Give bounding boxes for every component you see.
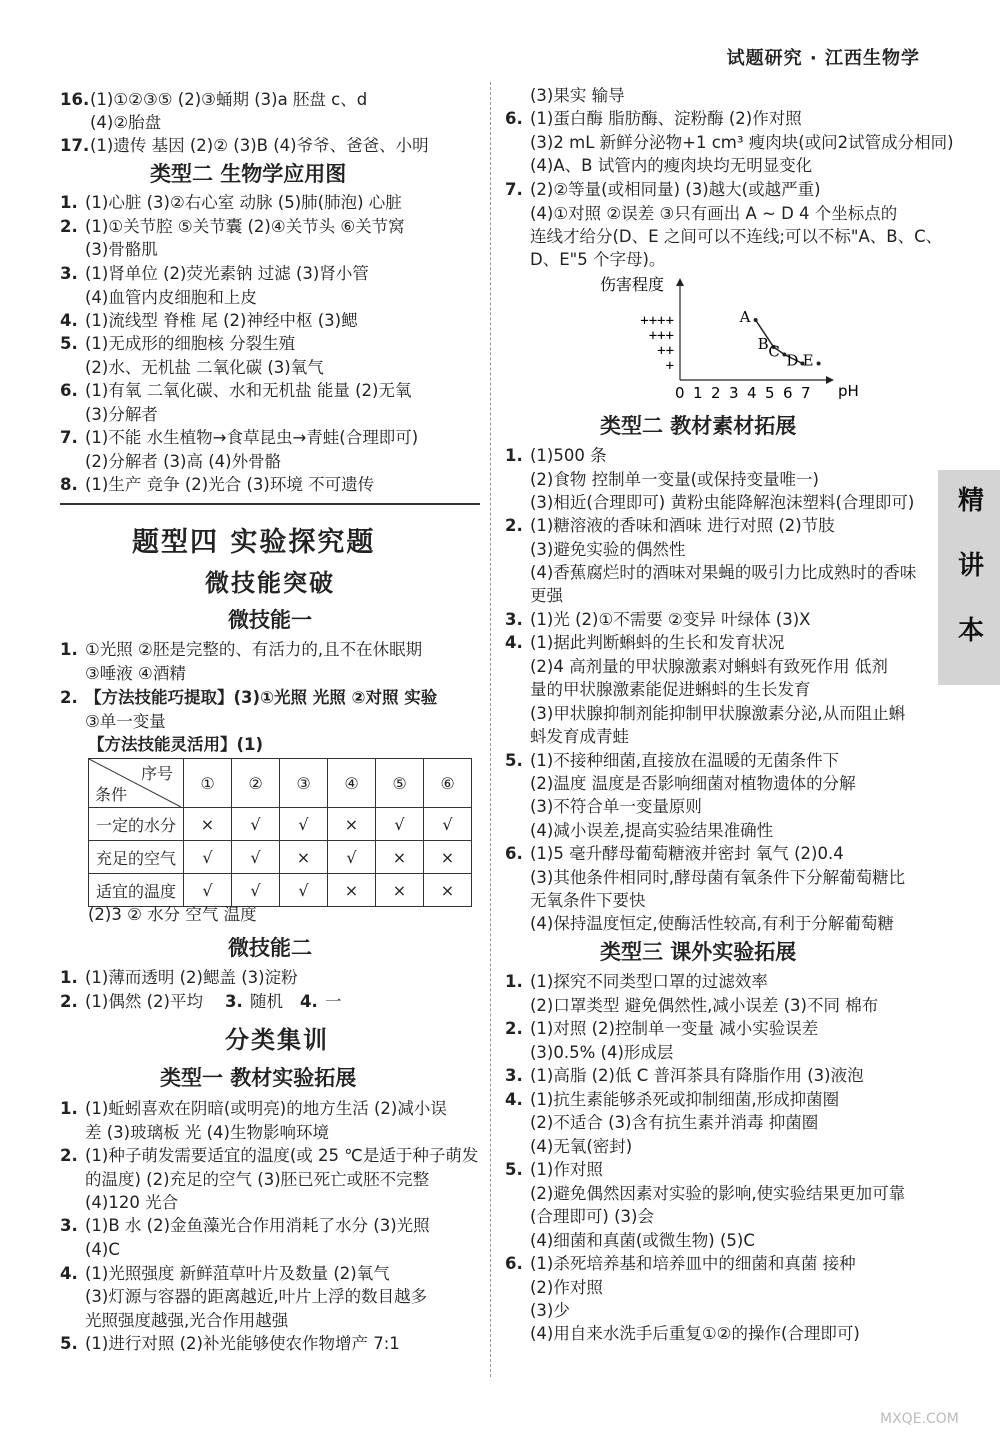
table-cell: × <box>424 874 472 907</box>
question-number: 1. <box>60 1099 78 1118</box>
question-number: 3. <box>60 1216 78 1235</box>
answer-line: 无氧条件下要快 <box>530 891 646 910</box>
answer-line: (1)进行对照 (2)补光能够使农作物增产 7:1 <box>85 1334 400 1353</box>
point-label: A <box>739 308 751 326</box>
table-cell: √ <box>184 841 232 874</box>
answer-line: (2)口罩类型 避免偶然性,减小误差 (3)不同 棉布 <box>530 996 879 1015</box>
question-number: 4. <box>505 1090 523 1109</box>
point-labels <box>739 308 821 370</box>
question-number: 1. <box>60 193 78 212</box>
answer-line: 一 <box>325 992 342 1011</box>
answer-line: (1)薄而透明 (2)鳃盖 (3)淀粉 <box>85 968 298 987</box>
answer-line: (合理即可) (3)会 <box>530 1207 654 1226</box>
section-heading: 微技能二 <box>228 936 312 960</box>
answer-line: (1)高脂 (2)低 C 普洱茶具有降脂作用 (3)液泡 <box>530 1066 864 1085</box>
question-number: 3. <box>505 610 523 629</box>
answer-line: (2)食物 控制单一变量(或保持变量唯一) <box>530 470 819 489</box>
point-label: C <box>768 342 780 361</box>
answer-line: (1)蚯蚓喜欢在阴暗(或明亮)的地方生活 (2)减小误 <box>85 1099 447 1118</box>
column-divider <box>490 82 491 1377</box>
answer-line: (4)减小误差,提高实验结果准确性 <box>530 821 774 840</box>
answer-line: (3)分解者 <box>85 405 158 424</box>
answer-line: (2)②等量(或相同量) (3)越大(或越严重) <box>530 180 821 199</box>
x-tick-label: 1 <box>693 384 703 402</box>
point-label: E <box>802 351 814 370</box>
x-axis-arrow <box>826 376 834 384</box>
answer-line: (1)5 毫升酵母葡萄糖液并密封 氧气 (2)0.4 <box>530 844 844 863</box>
answer-line: (1)心脏 (3)②右心室 动脉 (5)肺(肺泡) 心脏 <box>85 193 402 212</box>
y-tick-label: ++ <box>657 343 674 359</box>
question-number: 8. <box>60 475 78 494</box>
section-heading: 类型三 课外实验拓展 <box>600 940 797 964</box>
table-cell: √ <box>280 808 328 841</box>
answer-line: (1)①关节腔 ⑤关节囊 (2)④关节头 ⑥关节窝 <box>85 217 405 236</box>
section-heading: 类型一 教材实验拓展 <box>160 1066 357 1090</box>
y-tick-label: +++ <box>648 328 674 344</box>
sub-heading: 分类集训 <box>225 1026 329 1054</box>
question-number: 2. <box>60 1146 78 1165</box>
answer-line: 随机 <box>250 992 283 1011</box>
side-tab <box>938 470 1000 685</box>
answer-line: (1)杀死培养基和培养皿中的细菌和真菌 接种 <box>530 1254 856 1273</box>
answer-line: (2)分解者 (3)高 (4)外骨骼 <box>85 452 282 471</box>
question-number: 2. <box>60 992 78 1011</box>
answer-line: ③单一变量 <box>85 712 166 731</box>
answer-line: (1)生产 竞争 (2)光合 (3)环境 不可遗传 <box>85 475 375 494</box>
x-tick-label: 2 <box>711 384 721 402</box>
section-rule <box>60 503 480 505</box>
answer-line: 差 (3)玻璃板 光 (4)生物影响环境 <box>85 1123 329 1142</box>
question-number: 4. <box>60 311 78 330</box>
table-cell: √ <box>232 808 280 841</box>
question-number: 5. <box>505 751 523 770</box>
question-number: 1. <box>505 446 523 465</box>
answer-line: ③唾液 ④酒精 <box>85 664 186 683</box>
answer-line: (3)甲状腺抑制剂能抑制甲状腺激素分泌,从而阻止蝌 <box>530 704 906 723</box>
answer-line: (1)500 条 <box>530 446 607 465</box>
x-tick-label: 5 <box>765 384 775 402</box>
x-tick-label: 6 <box>783 384 793 402</box>
answer-line: (2)作对照 <box>530 1278 603 1297</box>
answer-line: (1)有氧 二氧化碳、水和无机盐 能量 (2)无氧 <box>85 381 412 400</box>
answer-line: (3)相近(合理即可) 黄粉虫能降解泡沫塑料(合理即可) <box>530 493 915 512</box>
answer-line: (4)②胎盘 <box>90 113 162 132</box>
table-cell: √ <box>184 874 232 907</box>
table-cell: √ <box>376 808 424 841</box>
row-label: 适宜的温度 <box>89 874 184 907</box>
question-number: 6. <box>505 109 523 128</box>
answer-line: (4)用自来水洗手后重复①②的操作(合理即可) <box>530 1324 860 1343</box>
y-tick-label: ++++ <box>640 313 674 329</box>
answer-line: (1)作对照 <box>530 1160 603 1179</box>
column-header: ① <box>184 759 232 808</box>
table-cell: √ <box>328 841 376 874</box>
answer-line: (3)少 <box>530 1301 570 1320</box>
question-number: 4. <box>60 1264 78 1283</box>
question-number: 2. <box>505 516 523 535</box>
watermark: MXQE.COM <box>880 1411 959 1427</box>
answer-line: (1)无成形的细胞核 分裂生殖 <box>85 334 296 353</box>
answer-line: (4)A、B 试管内的瘦肉块均无明显变化 <box>530 156 813 175</box>
answer-line: (2)水、无机盐 二氧化碳 (3)氧气 <box>85 358 324 377</box>
answer-line: 更强 <box>530 586 563 605</box>
answer-line: (2)避免偶然因素对实验的影响,使实验结果更加可靠 <box>530 1184 906 1203</box>
answer-line: (1)据此判断蝌蚪的生长和发育状况 <box>530 633 785 652</box>
section-heading: 类型二 教材素材拓展 <box>600 414 797 438</box>
question-number: 1. <box>60 968 78 987</box>
answer-line: 【方法技能灵活用】(1) <box>88 735 264 754</box>
table-cell: √ <box>424 808 472 841</box>
row-label: 一定的水分 <box>89 808 184 841</box>
answer-line: (1)光 (2)①不需要 ②变异 叶绿体 (3)X <box>530 610 811 629</box>
column-header: ⑥ <box>424 759 472 808</box>
column-header: ④ <box>328 759 376 808</box>
header-bottom-label: 条件 <box>95 785 128 804</box>
point-label: D <box>786 351 799 370</box>
answer-line: (4)细菌和真菌(或微生物) (5)C <box>530 1231 755 1250</box>
column-header: ② <box>232 759 280 808</box>
damage-ph-chart <box>600 272 870 407</box>
answer-line: (1)不接种细菌,直接放在温暖的无菌条件下 <box>530 751 840 770</box>
x-tick-label: 0 <box>675 384 685 402</box>
section-heading: 类型二 生物学应用图 <box>150 162 347 186</box>
y-axis-arrow <box>676 278 684 286</box>
table-cell: × <box>280 841 328 874</box>
page-header: 试题研究 · 江西生物学 <box>726 48 920 69</box>
table-cell: × <box>424 841 472 874</box>
question-number: 17. <box>60 136 90 155</box>
answer-line: (1)B 水 (2)金鱼藻光合作用消耗了水分 (3)光照 <box>85 1216 430 1235</box>
conditions-table <box>88 758 472 907</box>
question-number: 1. <box>505 972 523 991</box>
answer-line: (3)果实 输导 <box>530 86 625 105</box>
table-cell: √ <box>232 874 280 907</box>
table-cell: √ <box>232 841 280 874</box>
y-tick-labels <box>640 313 674 374</box>
answer-line: (1)糖溶液的香味和酒味 进行对照 (2)节肢 <box>530 516 835 535</box>
table-cell: √ <box>280 874 328 907</box>
question-number: 4. <box>505 633 523 652</box>
answer-line: (4)香蕉腐烂时的酒味对果蝇的吸引力比成熟时的香味 <box>530 563 917 582</box>
answer-line: (3)灯源与容器的距离越近,叶片上浮的数目越多 <box>85 1287 428 1306</box>
answer-line: (1)探究不同类型口罩的过滤效率 <box>530 972 768 991</box>
chapter-heading: 题型四 实验探究题 <box>132 527 376 558</box>
answer-line: (1)偶然 (2)平均 <box>85 992 203 1011</box>
x-tick-label: 7 <box>801 384 811 402</box>
question-number: 5. <box>505 1160 523 1179</box>
question-number: 3. <box>505 1066 523 1085</box>
question-number: 2. <box>60 688 78 707</box>
answer-line: 【方法技能巧提取】(3)①光照 光照 ②对照 实验 <box>85 688 438 707</box>
question-number: 3. <box>225 992 243 1011</box>
table-cell: × <box>184 808 232 841</box>
answer-line: (1)对照 (2)控制单一变量 减小实验误差 <box>530 1019 819 1038</box>
sub-heading: 微技能突破 <box>205 569 335 597</box>
answer-line: (1)①②③⑤ (2)③蛹期 (3)a 胚盘 c、d <box>90 90 368 109</box>
answer-line: (1)光照强度 新鲜菹草叶片及数量 (2)氧气 <box>85 1264 390 1283</box>
column-header: ⑤ <box>376 759 424 808</box>
answer-line: D、E"5 个字母)。 <box>530 250 666 269</box>
answer-line: (1)不能 水生植物→食草昆虫→青蛙(合理即可) <box>85 428 419 447</box>
answer-line: (1)蛋白酶 脂肪酶、淀粉酶 (2)作对照 <box>530 109 802 128</box>
answer-line: (1)种子萌发需要适宜的温度(或 25 ℃是适于种子萌发 <box>85 1146 479 1165</box>
answer-line: 量的甲状腺激素能促进蝌蚪的生长发育 <box>530 680 811 699</box>
answer-line: 连线才给分(D、E 之间可以不连线;可以不标"A、B、C、 <box>530 227 943 246</box>
y-tick-label: + <box>665 358 674 374</box>
data-point <box>754 318 758 322</box>
answer-line: (1)肾单位 (2)荧光素钠 过滤 (3)肾小管 <box>85 264 369 283</box>
table-cell: × <box>328 874 376 907</box>
table-row <box>89 808 472 841</box>
answer-line: (1)流线型 脊椎 尾 (2)神经中枢 (3)鳃 <box>85 311 358 330</box>
question-number: 5. <box>60 1334 78 1353</box>
answer-line: 蚪发育成青蛙 <box>530 727 629 746</box>
answer-line: (1)遗传 基因 (2)② (3)B (4)爷爷、爸爸、小明 <box>90 136 429 155</box>
answer-line: (4)血管内皮细胞和上皮 <box>85 288 257 307</box>
question-number: 7. <box>60 428 78 447</box>
question-number: 3. <box>60 264 78 283</box>
table-cell: × <box>376 841 424 874</box>
answer-line: (2)3 ② 水分 空气 温度 <box>88 905 257 924</box>
data-point <box>817 362 821 366</box>
section-heading: 微技能一 <box>228 608 312 632</box>
x-tick-label: 4 <box>747 384 757 402</box>
question-number: 5. <box>60 334 78 353</box>
table-cell: × <box>376 874 424 907</box>
answer-line: (4)120 光合 <box>85 1193 179 1212</box>
answer-line: (3)避免实验的偶然性 <box>530 540 686 559</box>
answer-line: (4)①对照 ②误差 ③只有画出 A ~ D 4 个坐标点的 <box>530 204 898 223</box>
table-row <box>89 874 472 907</box>
side-tab-char: 精 <box>957 486 984 516</box>
x-tick-label: 3 <box>729 384 739 402</box>
question-number: 16. <box>60 90 90 109</box>
answer-line: (1)抗生素能够杀死或抑制细菌,形成抑菌圈 <box>530 1090 840 1109</box>
question-number: 7. <box>505 180 523 199</box>
answer-line: ①光照 ②胚是完整的、有活力的,且不在休眠期 <box>85 640 423 659</box>
answer-line: (2)4 高剂量的甲状腺激素对蝌蚪有致死作用 低剂 <box>530 657 888 676</box>
table-cell: × <box>328 808 376 841</box>
answer-line: 光照强度越强,光合作用越强 <box>85 1311 289 1330</box>
answer-line: (4)无氧(密封) <box>530 1137 633 1156</box>
table-header-row <box>89 759 472 808</box>
answer-line: (4)C <box>85 1240 120 1259</box>
question-number: 2. <box>60 217 78 236</box>
side-tab-char: 讲 <box>957 551 984 581</box>
answer-line: (3)骨骼肌 <box>85 240 158 259</box>
question-number: 6. <box>60 381 78 400</box>
question-number: 4. <box>300 992 318 1011</box>
x-tick-labels <box>675 384 811 402</box>
question-number: 6. <box>505 844 523 863</box>
answer-line: (3)其他条件相同时,酵母菌有氧条件下分解葡萄糖比 <box>530 868 906 887</box>
point-label: B <box>757 335 769 353</box>
table-row <box>89 841 472 874</box>
answer-line: (3)0.5% (4)形成层 <box>530 1043 674 1062</box>
answer-line: 的温度) (2)充足的空气 (3)胚已死亡或胚不完整 <box>85 1170 430 1189</box>
answer-line: (3)不符合单一变量原则 <box>530 797 702 816</box>
answer-line: (4)保持温度恒定,使酶活性较高,有利于分解葡萄糖 <box>530 914 894 933</box>
question-number: 6. <box>505 1254 523 1273</box>
table-corner-cell <box>89 759 184 808</box>
question-number: 1. <box>60 640 78 659</box>
question-number: 2. <box>505 1019 523 1038</box>
chart-xlabel: pH <box>838 382 859 400</box>
answer-line: (2)不适合 (3)含有抗生素并消毒 抑菌圈 <box>530 1113 819 1132</box>
answer-line: (2)温度 温度是否影响细菌对植物遗体的分解 <box>530 774 856 793</box>
chart-ylabel: 伤害程度 <box>600 275 665 294</box>
side-tab-char: 本 <box>957 616 984 646</box>
answer-line: (3)2 mL 新鲜分泌物+1 cm³ 瘦肉块(或问2试管成分相同) <box>530 133 954 152</box>
row-label: 充足的空气 <box>89 841 184 874</box>
column-header: ③ <box>280 759 328 808</box>
header-top-label: 序号 <box>140 764 173 783</box>
